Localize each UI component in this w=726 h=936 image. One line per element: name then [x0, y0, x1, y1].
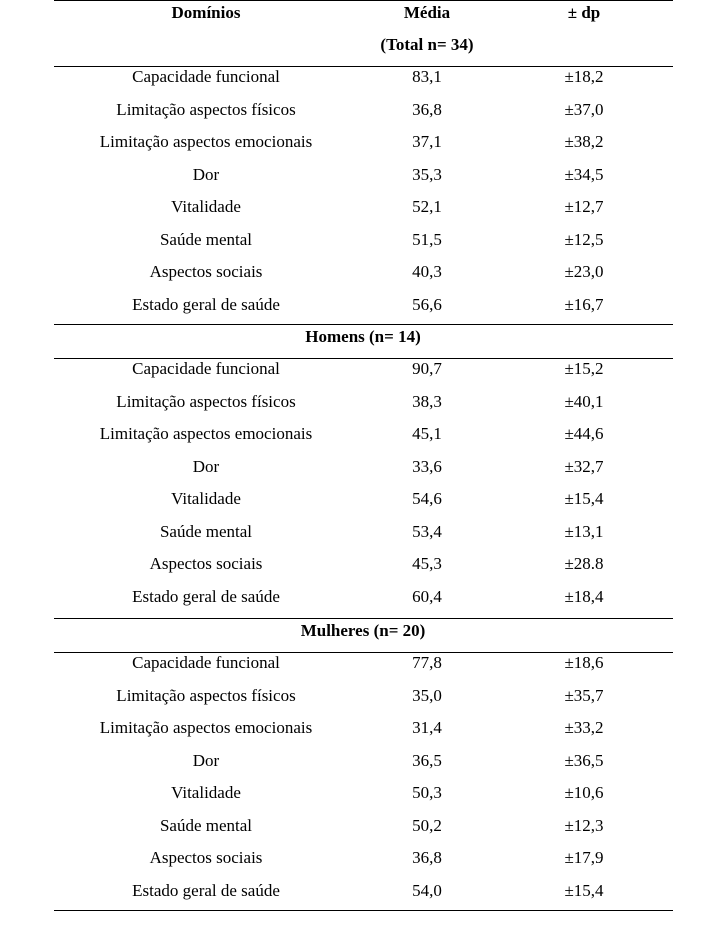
sd-cell: ±13,1 — [564, 522, 604, 541]
domain-cell: Estado geral de saúde — [132, 295, 280, 314]
domain-cell: Dor — [192, 751, 220, 770]
mean-cell: 38,3 — [412, 392, 442, 411]
header-domains: Domínios — [171, 3, 241, 22]
sd-cell: ±18,4 — [564, 587, 604, 606]
domain-cell: Aspectos sociais — [149, 262, 263, 281]
table-top-rule — [54, 0, 673, 1]
section-title-mulheres: Mulheres (n= 20) — [300, 621, 426, 640]
domain-cell: Vitalidade — [171, 489, 241, 508]
sd-cell: ±44,6 — [564, 424, 604, 443]
sd-cell: ±18,6 — [564, 653, 604, 672]
sd-cell: ±28.8 — [564, 554, 604, 573]
domain-cell: Dor — [192, 165, 220, 184]
mulheres-top-rule — [54, 618, 673, 619]
sd-cell: ±35,7 — [564, 686, 604, 705]
header-total-n: (Total n= 34) — [380, 35, 474, 54]
sd-cell: ±15,4 — [564, 489, 604, 508]
domain-cell: Vitalidade — [171, 783, 241, 802]
domain-cell: Limitação aspectos emocionais — [99, 424, 313, 443]
mean-cell: 35,3 — [412, 165, 442, 184]
domain-cell: Estado geral de saúde — [132, 587, 280, 606]
sd-cell: ±34,5 — [564, 165, 604, 184]
mean-cell: 36,5 — [412, 751, 442, 770]
header-sd: ± dp — [567, 3, 601, 22]
sd-cell: ±33,2 — [564, 718, 604, 737]
mean-cell: 50,3 — [412, 783, 442, 802]
sd-cell: ±37,0 — [564, 100, 604, 119]
sd-cell: ±40,1 — [564, 392, 604, 411]
domain-cell: Aspectos sociais — [149, 554, 263, 573]
domain-cell: Capacidade funcional — [132, 67, 280, 86]
domain-cell: Saúde mental — [159, 522, 253, 541]
mean-cell: 35,0 — [412, 686, 442, 705]
mean-cell: 33,6 — [412, 457, 442, 476]
sd-cell: ±36,5 — [564, 751, 604, 770]
sd-cell: ±15,2 — [564, 359, 604, 378]
domain-cell: Limitação aspectos físicos — [116, 392, 296, 411]
domain-cell: Capacidade funcional — [132, 653, 280, 672]
sd-cell: ±10,6 — [564, 783, 604, 802]
mean-cell: 37,1 — [412, 132, 442, 151]
mean-cell: 54,0 — [412, 881, 442, 900]
sd-cell: ±23,0 — [564, 262, 604, 281]
mean-cell: 31,4 — [412, 718, 442, 737]
sd-cell: ±38,2 — [564, 132, 604, 151]
mean-cell: 83,1 — [412, 67, 442, 86]
mean-cell: 52,1 — [412, 197, 442, 216]
section-title-homens: Homens (n= 14) — [305, 327, 421, 346]
domain-cell: Aspectos sociais — [149, 848, 263, 867]
domain-cell: Dor — [192, 457, 220, 476]
mean-cell: 36,8 — [412, 100, 442, 119]
mean-cell: 53,4 — [412, 522, 442, 541]
mean-cell: 45,1 — [412, 424, 442, 443]
sd-cell: ±12,5 — [564, 230, 604, 249]
mean-cell: 51,5 — [412, 230, 442, 249]
domain-cell: Estado geral de saúde — [132, 881, 280, 900]
sd-cell: ±12,7 — [564, 197, 604, 216]
mean-cell: 90,7 — [412, 359, 442, 378]
sd-cell: ±17,9 — [564, 848, 604, 867]
domain-cell: Saúde mental — [159, 230, 253, 249]
mean-cell: 77,8 — [412, 653, 442, 672]
sd-cell: ±16,7 — [564, 295, 604, 314]
mean-cell: 50,2 — [412, 816, 442, 835]
domain-cell: Limitação aspectos emocionais — [99, 132, 313, 151]
mean-cell: 56,6 — [412, 295, 442, 314]
mean-cell: 60,4 — [412, 587, 442, 606]
domain-cell: Vitalidade — [171, 197, 241, 216]
mean-cell: 40,3 — [412, 262, 442, 281]
sd-cell: ±12,3 — [564, 816, 604, 835]
sd-cell: ±18,2 — [564, 67, 604, 86]
domain-cell: Saúde mental — [159, 816, 253, 835]
mean-cell: 36,8 — [412, 848, 442, 867]
mean-cell: 45,3 — [412, 554, 442, 573]
sd-cell: ±32,7 — [564, 457, 604, 476]
table-bottom-rule — [54, 910, 673, 911]
homens-top-rule — [54, 324, 673, 325]
domain-cell: Limitação aspectos físicos — [116, 686, 296, 705]
domain-cell: Limitação aspectos emocionais — [99, 718, 313, 737]
mean-cell: 54,6 — [412, 489, 442, 508]
domain-cell: Limitação aspectos físicos — [116, 100, 296, 119]
header-mean: Média — [403, 3, 451, 22]
domain-cell: Capacidade funcional — [132, 359, 280, 378]
sd-cell: ±15,4 — [564, 881, 604, 900]
